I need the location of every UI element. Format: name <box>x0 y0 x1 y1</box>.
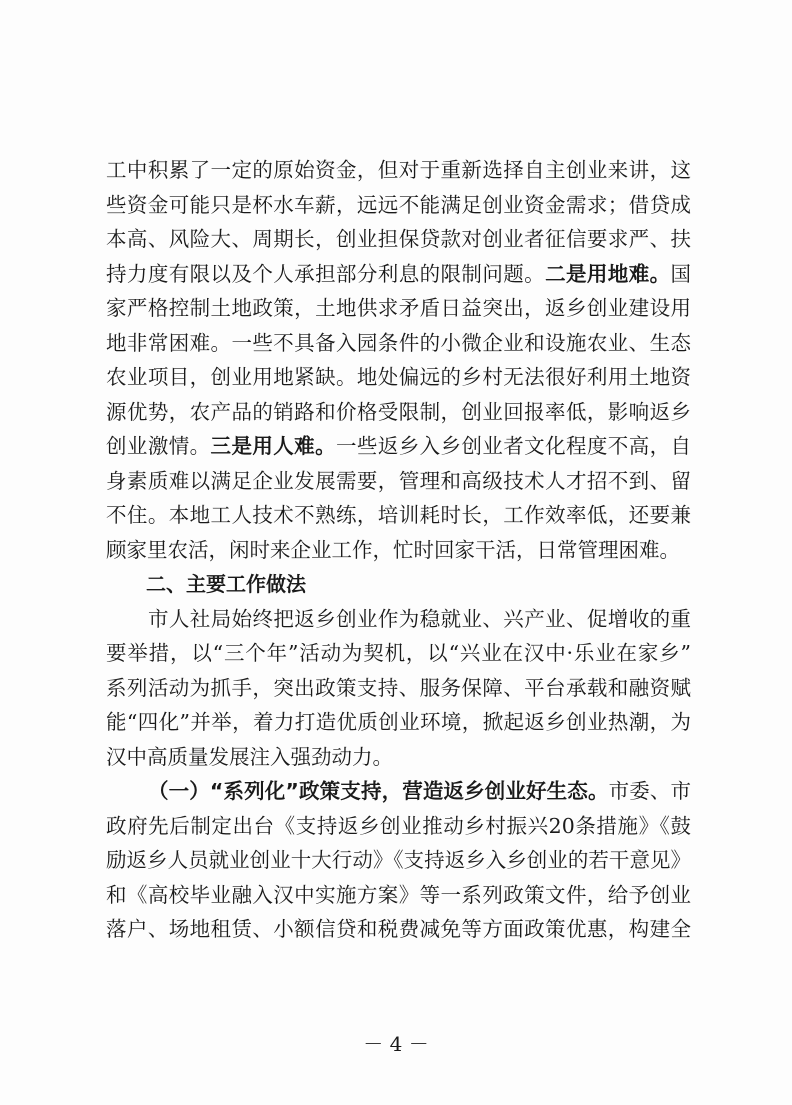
text-line <box>106 429 691 464</box>
bold-text-span: 二是用地难。 <box>545 261 671 286</box>
text-line: 落户、场地租赁、小额信贷和税费减免等方面政策优惠，构建全 <box>106 917 691 941</box>
document-body <box>106 153 691 947</box>
text-span: 一些返乡入乡创业者文化程度不高，自 <box>336 434 692 458</box>
text-line <box>106 291 691 326</box>
text-span: 持力度有限以及个人承担部分利息的限制问题。 <box>106 261 546 286</box>
text-span: 些资金可能只是杯水车薪，远远不能满足创业资金需求；借贷成 <box>106 192 691 217</box>
text-span: 市委、市 <box>608 779 692 803</box>
text-span: 工中积累了一定的原始资金，但对于重新选择自主创业来讲，这 <box>106 158 691 182</box>
text-span: 农业项目，创业用地紧缺。地处偏远的乡村无法很好利用土地资 <box>106 365 691 389</box>
text-line <box>106 498 691 533</box>
text-line: 要举措，以“三个年”活动为契机，以“兴业在汉中·乐业在家乡” <box>106 641 691 665</box>
text-line <box>106 326 691 361</box>
text-line: 能“四化”并举，着力打造优质创业环境，掀起返乡创业热潮，为 <box>106 710 691 734</box>
text-line <box>106 360 691 395</box>
text-span: 身素质难以满足企业发展需要，管理和高级技术人才招不到、留 <box>106 468 691 493</box>
subsection-heading: （一）“系列化”政策支持，营造返乡创业好生态。 <box>148 779 609 803</box>
text-span: 源优势，农产品的销路和价格受限制，创业回报率低，影响返乡 <box>106 399 691 424</box>
text-line: 政府先后制定出台《支持返乡创业推动乡村振兴20条措施》《鼓 <box>106 813 691 838</box>
page-number: － 4 － <box>363 1032 429 1056</box>
text-line <box>106 188 691 223</box>
text-line: 和《高校毕业融入汉中实施方案》等一系列政策文件，给予创业 <box>106 882 691 907</box>
text-span: 国 <box>670 261 692 286</box>
text-line: 市人社局始终把返乡创业作为稳就业、兴产业、促增收的重 <box>148 606 691 631</box>
text-line <box>106 257 691 292</box>
text-line: 系列活动为抓手，突出政策支持、服务保障、平台承载和融资赋 <box>106 675 691 700</box>
bold-text-span: 三是用人难。 <box>210 434 336 458</box>
text-span: 家严格控制土地政策，土地供求矛盾日益突出，返乡创业建设用 <box>106 296 691 320</box>
text-span: 本高、风险大、周期长，创业担保贷款对创业者征信要求严、扶 <box>106 227 691 251</box>
text-line: 汉中高质量发展注入强劲动力。 <box>106 744 393 769</box>
text-line: 励返乡人员就业创业十大行动》《支持返乡入乡创业的若干意见》 <box>106 848 691 872</box>
text-span: 地非常困难。一些不具备入园条件的小微企业和设施农业、生态 <box>106 330 691 355</box>
text-span: 顾家里农活，闲时来企业工作，忙时回家干活，日常管理困难。 <box>106 537 680 562</box>
text-line <box>106 774 691 809</box>
text-span: 不住。本地工人技术不熟练，培训耗时长，工作效率低，还要兼 <box>106 503 691 527</box>
text-line <box>106 533 691 568</box>
text-line <box>106 153 691 188</box>
text-span: 创业激情。 <box>106 434 211 458</box>
section-heading: 二、主要工作做法 <box>146 572 306 596</box>
text-line <box>106 222 691 257</box>
text-line <box>106 464 691 499</box>
text-line <box>106 395 691 430</box>
